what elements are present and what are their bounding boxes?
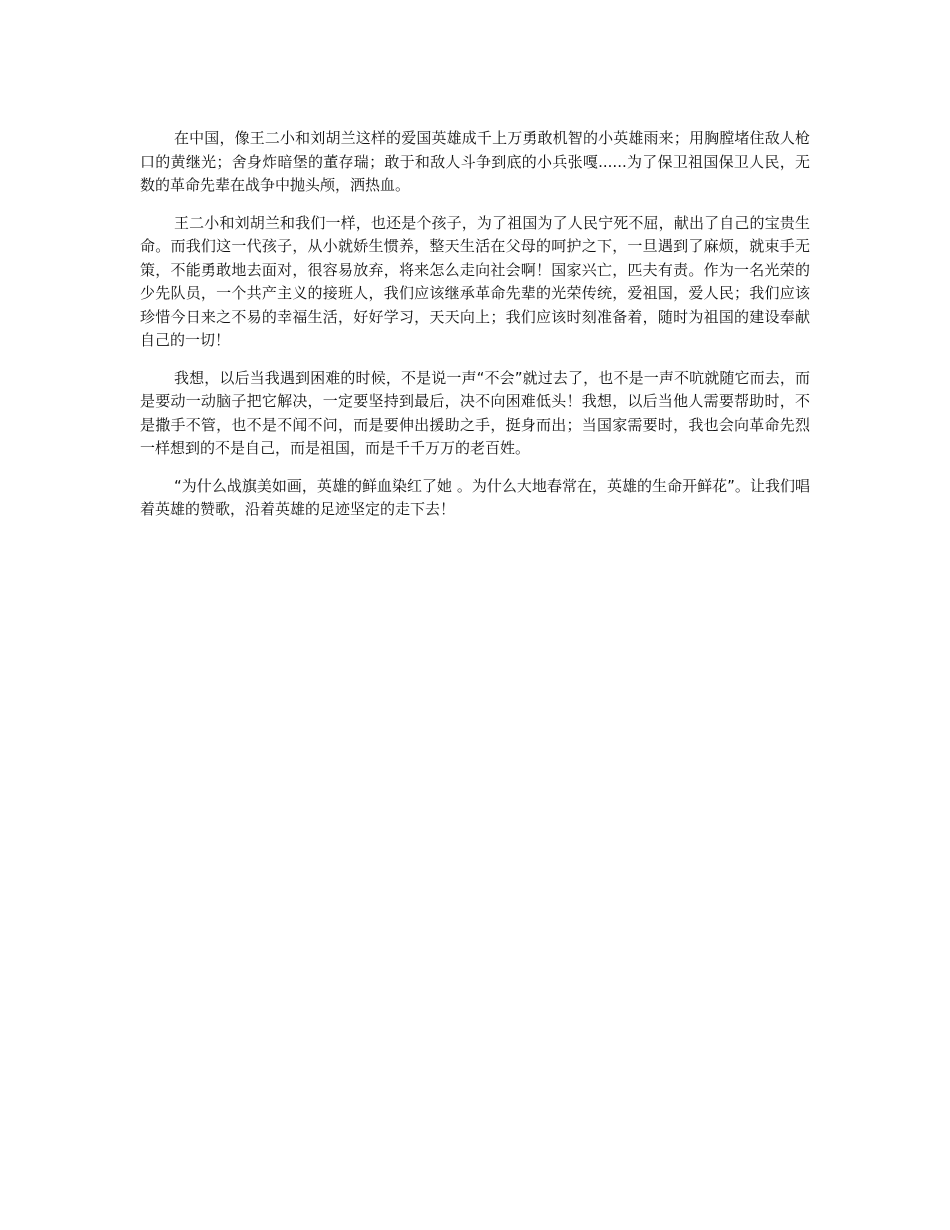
paragraph-2: 王二小和刘胡兰和我们一样，也还是个孩子，为了祖国为了人民宁死不屈，献出了自己的宝贵生命。而我们这一代孩子，从小就娇生惯养，整天生活在父母的呵护之下，一旦遇到了麻烦，就束手无策，不能勇敢地去面对，很容易放弃，将来怎么走向社会啊！国家兴亡，匹夫有责。作为一名光荣的少先队员，一个共产主义的接班人，我们应该继承革命先辈的光荣传统，爱祖国，爱人民；我们应该珍惜今日来之不易的幸福生活，好好学习，天天向上；我们应该时刻准备着，随时为祖国的建设奉献自己的一切！ [140,213,810,349]
document-page [140,127,810,536]
paragraph-4: “为什么战旗美如画，英雄的鲜血染红了她 。为什么大地春常在，英雄的生命开鲜花”。让我们唱着英雄的赞歌，沿着英雄的足迹坚定的走下去！ [140,476,810,518]
paragraph-1: 在中国，像王二小和刘胡兰这样的爱国英雄成千上万勇敢机智的小英雄雨来；用胸膛堵住敌人枪口的黄继光；舍身炸暗堡的董存瑞；敢于和敌人斗争到底的小兵张嘎......为了保卫祖国保卫人民，无数的革命先辈在战争中抛头颅，洒热血。 [140,129,810,194]
paragraph-3: 我想，以后当我遇到困难的时候，不是说一声“不会”就过去了，也不是一声不吭就随它而去，而是要动一动脑子把它解决，一定要坚持到最后，决不向困难低头！我想，以后当他人需要帮助时，不是撒手不管，也不是不闻不问，而是要伸出援助之手，挺身而出；当国家需要时，我也会向革命先烈一样想到的不是自己，而是祖国，而是千千万万的老百姓。 [140,368,810,457]
